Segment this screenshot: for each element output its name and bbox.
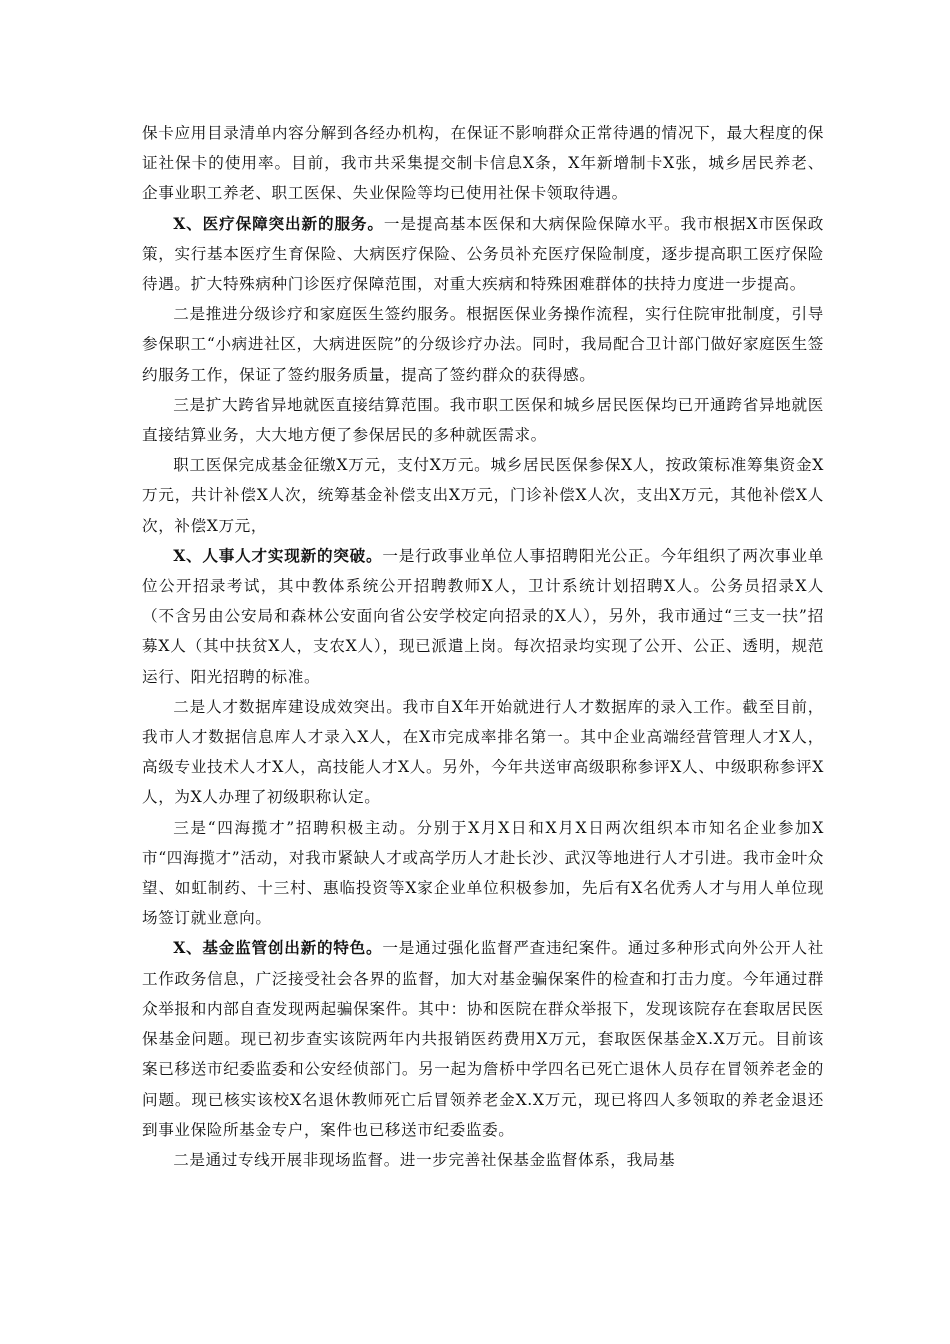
section-heading: X、人事人才实现新的突破。 [173, 545, 383, 565]
paragraph [142, 692, 824, 813]
paragraph-text: 三是“四海揽才”招聘积极主动。分别于X月X日和X月X日两次组织本市知名企业参加X市“四海揽才”活动，对我市紧缺人才或高学历人才赴长沙、武汉等地进行人才引进。我市金叶众望、如虹制药、十三村、惠临投资等X家企业单位积极参加，先后有X名优秀人才与用人单位现场签订就业意向。 [142, 818, 824, 928]
paragraph-text: 二是人才数据库建设成效突出。我市自X年开始就进行人才数据库的录入工作。截至目前，我市人才数据信息库人才录入X人，在X市完成率排名第一。其中企业高端经营管理人才X人，高级专业技术人才X人，高技能人才X人。另外，今年共送审高级职称参评X人、中级职称参评X人，为X人办理了初级职称认定。 [142, 697, 824, 807]
paragraph [142, 933, 824, 1144]
paragraph [142, 1145, 824, 1175]
paragraph-text: 二是通过专线开展非现场监督。进一步完善社保基金监督体系，我局基 [173, 1150, 676, 1169]
paragraph-text: 职工医保完成基金征缴X万元，支付X万元。城乡居民医保参保X人，按政策标准筹集资金X万元，共计补偿X人次，统筹基金补偿支出X万元，门诊补偿X人次，支出X万元，其他补偿X人次，补偿X万元， [142, 456, 824, 535]
paragraph-text: 保卡应用目录清单内容分解到各经办机构，在保证不影响群众正常待遇的情况下，最大程度的保证社保卡的使用率。目前，我市共采集提交制卡信息X条，X年新增制卡X张，城乡居民养老、企事业职工养老、职工医保、失业保险等均已使用社保卡领取待遇。 [142, 124, 824, 203]
document-page [142, 118, 824, 1175]
paragraph-text: 一是通过强化监督严查违纪案件。通过多种形式向外公开人社工作政务信息，广泛接受社会各界的监督，加大对基金骗保案件的检查和打击力度。今年通过群众举报和内部自查发现两起骗保案件。其中：协和医院在群众举报下，发现该院存在套取居民医保基金问题。现已初步查实该院两年内共报销医药费用X万元，套取医保基金X.X万元。目前该案已移送市纪委监委和公安经侦部门。另一起为詹桥中学四名已死亡退休人员存在冒领养老金的问题。现已核实该校X名退休教师死亡后冒领养老金X.X万元，现已将四人多领取的养老金退还到事业保险所基金专户，案件也已移送市纪委监委。 [142, 939, 825, 1139]
section-heading: X、基金监管创出新的特色。 [173, 938, 383, 958]
paragraph [142, 541, 824, 692]
paragraph-text: 一是提高基本医保和大病保险保障水平。我市根据X市医保政策，实行基本医疗生育保险、大病医疗保险、公务员补充医疗保险制度，逐步提高职工医疗保险待遇。扩大特殊病种门诊医疗保障范围，对重大疾病和特殊困难群体的扶持力度进一步提高。 [142, 214, 824, 294]
paragraph [142, 118, 824, 209]
section-heading: X、医疗保障突出新的服务。 [173, 213, 384, 233]
paragraph [142, 209, 824, 300]
paragraph-text: 二是推进分级诊疗和家庭医生签约服务。根据医保业务操作流程，实行住院审批制度，引导参保职工“小病进社区，大病进医院”的分级诊疗办法。同时，我局配合卫计部门做好家庭医生签约服务工作，保证了签约服务质量，提高了签约群众的获得感。 [142, 305, 824, 384]
paragraph-text: 一是行政事业单位人事招聘阳光公正。今年组织了两次事业单位公开招录考试，其中教体系统公开招聘教师X人，卫计系统计划招聘X人。公务员招录X人（不含另由公安局和森林公安面向省公安学校定向招录的X人），另外，我市通过“三支一扶”招募X人（其中扶贫X人，支农X人），现已派遣上岗。每次招录均实现了公开、公正、透明，规范运行、阳光招聘的标准。 [142, 546, 825, 686]
paragraph [142, 813, 824, 934]
paragraph [142, 299, 824, 390]
paragraph [142, 450, 824, 541]
paragraph-text: 三是扩大跨省异地就医直接结算范围。我市职工医保和城乡居民医保均已开通跨省异地就医直接结算业务，大大地方便了参保居民的多种就医需求。 [142, 395, 824, 445]
paragraph [142, 390, 824, 450]
